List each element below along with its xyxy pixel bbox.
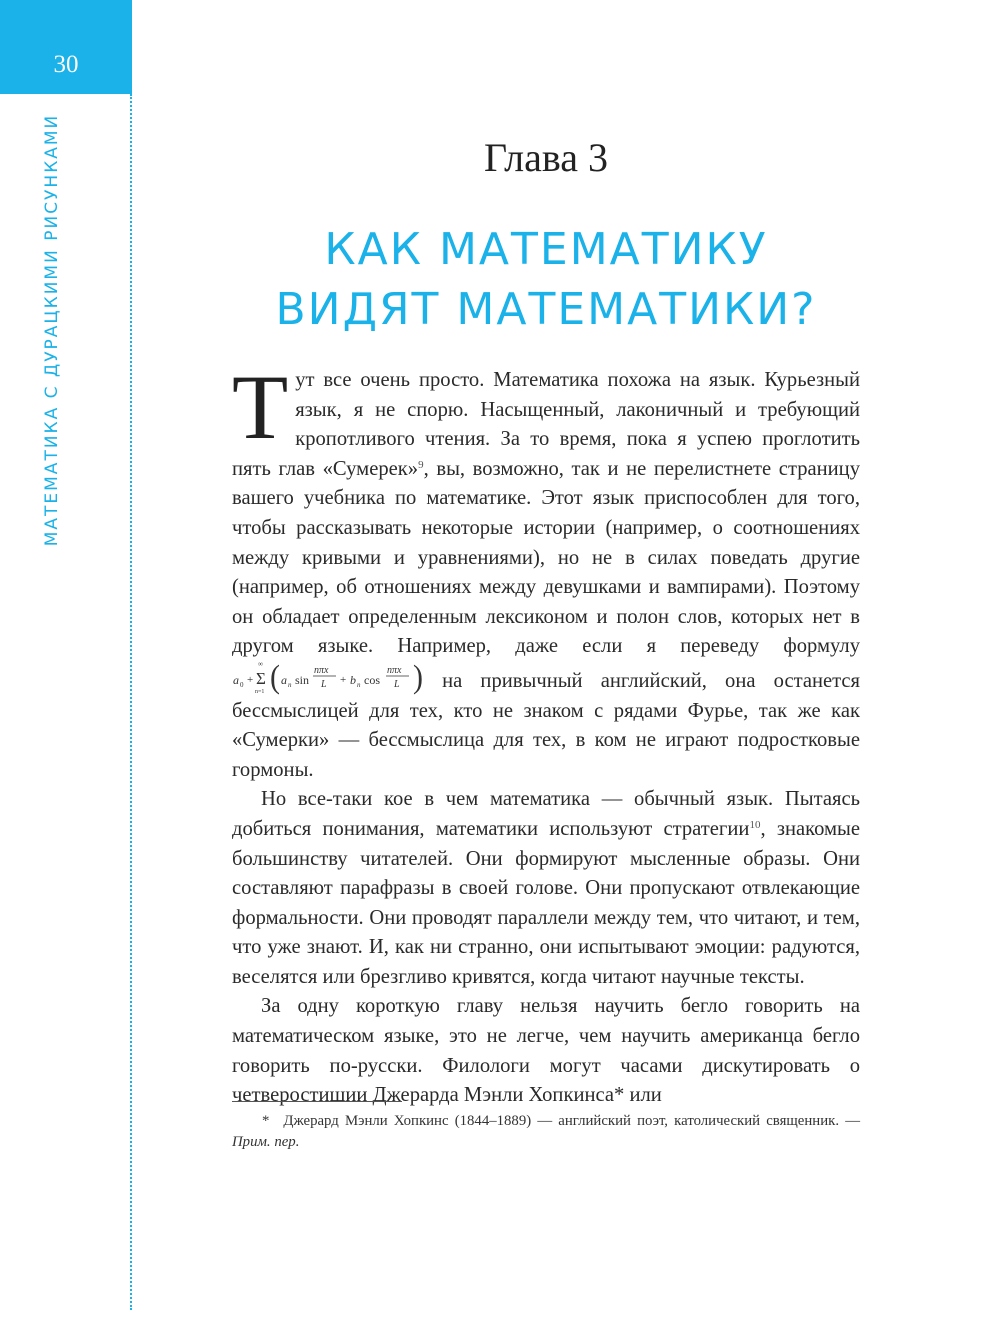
page-number-tab	[0, 0, 132, 94]
paragraph-1-part-1: ут все очень просто. Математика похожа на язык. Курьезный язык, я не спорю. Насыщенный, лаконичный и требующий кропотливого чтения. За то время, пока я успею проглотить пять глав «Сумерек»	[232, 369, 860, 480]
body-text	[232, 356, 861, 1111]
formula-L-1: L	[321, 678, 327, 690]
formula-sum-lower: n=1	[255, 688, 265, 695]
paragraph-1	[232, 356, 860, 785]
formula-an-sub: n	[288, 680, 292, 689]
endnote-ref-10: 10	[749, 818, 761, 831]
chapter-title-line-2: ВИДЯТ МАТЕМАТИКИ?	[275, 284, 817, 335]
formula-npx-1: nπx	[314, 664, 329, 676]
formula-L-2: L	[394, 678, 400, 690]
formula-a0: a	[233, 672, 239, 687]
formula-plus-2: +	[340, 673, 347, 686]
formula-right-paren: )	[413, 661, 423, 695]
chapter-title	[232, 220, 860, 340]
chapter-title-line-1: КАК МАТЕМАТИКУ	[324, 224, 768, 275]
footnote-note: Прим. пер.	[232, 1134, 300, 1150]
fourier-series-formula	[232, 662, 424, 696]
formula-npx-2: nπx	[387, 664, 402, 676]
footnote-mark: *	[262, 1113, 270, 1129]
endnote-ref-9: 9	[418, 458, 424, 471]
paragraph-1-part-2: , вы, возможно, так и не перелистнете страницу вашего учебника по математике. Этот язык приспособлен для того, чтобы рассказывать некоторые истории (например, о соотношениях между кривыми и уравнениями), но не в силах поведать другие (например, об отношениях между девушками и вампирами). Поэтому он обладает определенным лексиконом и полон слов, которых нет в другом языке. Например, даже если я переведу формулу	[232, 457, 860, 658]
paragraph-2	[232, 785, 860, 992]
formula-sin: sin	[295, 672, 310, 687]
formula-plus-1: +	[247, 673, 254, 686]
paragraph-1-part-3: на привычный английский, она останется бессмыслицей для тех, кто не знаком с рядами Фурье, так же как «Сумерки» — бессмыслица для тех, в ком не играют подростковые гормоны.	[232, 669, 860, 781]
footnote-paragraph	[232, 1111, 860, 1153]
formula-sum: Σ	[256, 668, 266, 688]
formula-cos: cos	[364, 672, 380, 687]
page-number: 30	[53, 51, 79, 78]
paragraph-2-part-1: Но все-таки кое в чем математика — обычный язык. Пытаясь добиться понимания, математики используют стратегии	[232, 788, 860, 840]
side-dotted-rule	[130, 94, 132, 1310]
chapter-label: Глава 3	[484, 135, 608, 180]
formula-bn: b	[350, 672, 356, 687]
formula-an: a	[281, 672, 287, 687]
footnote	[232, 1111, 860, 1153]
formula-a0-sub: 0	[240, 680, 244, 689]
paragraph-2-part-2: , знакомые большинству читателей. Они формируют мысленные образы. Они составляют парафразы в своей голове. Они пропускают отвлекающие формальности. Они проводят параллели между тем, что читают, и тем, что уже знают. И, как ни странно, они испытывают эмоции: радуются, веселятся или брезгливо кривятся, когда читают научные тексты.	[232, 817, 861, 988]
paragraph-3: За одну короткую главу нельзя научить бегло говорить на математическом языке, это не легче, чем научить американца бегло говорить по-русски. Филологи могут часами дискутировать о четверостишии Джерарда Мэнли Хопкинса* или	[232, 995, 860, 1107]
footnote-rule	[232, 1101, 402, 1102]
formula-bn-sub: n	[357, 680, 361, 689]
formula-left-paren: (	[270, 661, 280, 695]
drop-cap: Т	[232, 356, 289, 458]
footnote-text: Джерард Мэнли Хопкинс (1844–1889) — английский поэт, католический священник. —	[283, 1113, 860, 1129]
running-title: МАТЕМАТИКА С ДУРАЦКИМИ РИСУНКАМИ	[42, 113, 62, 547]
formula-sum-upper: ∞	[258, 661, 263, 668]
